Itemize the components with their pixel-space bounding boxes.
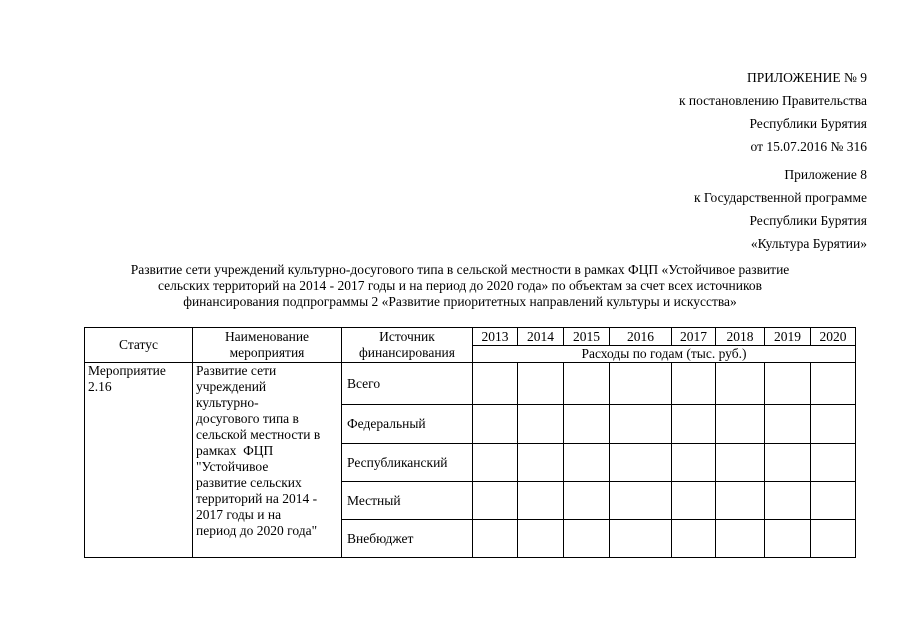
source-cell: Местный	[342, 482, 473, 520]
source-header-line: финансирования	[359, 345, 455, 360]
source-cell: Республиканский	[342, 444, 473, 482]
value-cell	[811, 444, 856, 482]
value-cell	[610, 520, 672, 558]
value-cell	[672, 405, 716, 444]
status-line: 2.16	[88, 379, 112, 394]
value-cell	[672, 444, 716, 482]
measure-name-line: период до 2020 года"	[196, 523, 318, 538]
value-cell	[518, 363, 564, 405]
value-cell	[716, 482, 765, 520]
expenses-header: Расходы по годам (тыс. руб.)	[473, 346, 856, 363]
program-appendix-line: к Государственной программе	[693, 190, 867, 205]
year-header: 2020	[811, 328, 856, 346]
title-line: Развитие сети учреждений культурно-досугового типа в сельской местности в рамках ФЦП «Устойчивое развитие	[130, 262, 790, 277]
source-header	[342, 328, 473, 363]
value-cell	[765, 482, 811, 520]
value-cell	[716, 520, 765, 558]
value-cell	[473, 520, 518, 558]
source-cell: Всего	[342, 363, 473, 405]
program-appendix-number: Приложение 8	[784, 167, 867, 182]
value-cell	[765, 444, 811, 482]
value-cell	[716, 405, 765, 444]
measure-name-cell	[193, 363, 342, 558]
value-cell	[811, 363, 856, 405]
value-cell	[765, 520, 811, 558]
measure-name-line: Развитие сети	[196, 363, 277, 378]
value-cell	[716, 444, 765, 482]
value-cell	[518, 444, 564, 482]
measure-name-line: развитие сельских	[196, 475, 302, 490]
measure-name-line: "Устойчивое	[196, 459, 269, 474]
appendix-number: ПРИЛОЖЕНИЕ № 9	[746, 70, 867, 85]
appendix-date: от 15.07.2016 № 316	[750, 139, 867, 154]
measure-name-line: территорий на 2014 -	[196, 491, 318, 506]
value-cell	[518, 520, 564, 558]
value-cell	[473, 444, 518, 482]
value-cell	[518, 482, 564, 520]
value-cell	[518, 405, 564, 444]
value-cell	[811, 520, 856, 558]
value-cell	[610, 482, 672, 520]
source-cell: Федеральный	[342, 405, 473, 444]
appendix-line: Республики Бурятия	[749, 116, 867, 131]
table-row	[85, 363, 856, 405]
year-header: 2015	[564, 328, 610, 346]
value-cell	[610, 405, 672, 444]
value-cell	[473, 363, 518, 405]
value-cell	[672, 520, 716, 558]
value-cell	[610, 444, 672, 482]
measure-name-line: 2017 годы и на	[196, 507, 282, 522]
source-cell: Внебюджет	[342, 520, 473, 558]
source-header-line: Источник	[379, 329, 435, 344]
value-cell	[564, 482, 610, 520]
value-cell	[672, 363, 716, 405]
value-cell	[672, 482, 716, 520]
appendix-header	[679, 66, 867, 158]
value-cell	[610, 363, 672, 405]
value-cell	[564, 444, 610, 482]
program-appendix-line: Республики Бурятия	[749, 213, 867, 228]
year-header: 2019	[765, 328, 811, 346]
value-cell	[765, 363, 811, 405]
status-cell	[85, 363, 193, 558]
status-line: Мероприятие	[88, 363, 166, 378]
value-cell	[716, 363, 765, 405]
year-header: 2013	[473, 328, 518, 346]
title-line: финансирования подпрограммы 2 «Развитие приоритетных направлений культуры и искусства»	[183, 294, 737, 309]
measure-name-line: учреждений	[196, 379, 267, 394]
value-cell	[564, 363, 610, 405]
value-cell	[564, 520, 610, 558]
header-row	[85, 328, 856, 346]
value-cell	[811, 405, 856, 444]
status-header: Статус	[85, 328, 193, 363]
year-header: 2018	[716, 328, 765, 346]
year-header: 2016	[610, 328, 672, 346]
value-cell	[765, 405, 811, 444]
document-title	[95, 262, 825, 310]
name-header-line: Наименование	[224, 329, 310, 344]
value-cell	[564, 405, 610, 444]
value-cell	[473, 405, 518, 444]
measure-name-line: досугового типа в	[196, 411, 299, 426]
value-cell	[473, 482, 518, 520]
name-header-line: мероприятия	[229, 345, 305, 360]
program-appendix-name: «Культура Бурятии»	[750, 236, 867, 251]
year-header: 2017	[672, 328, 716, 346]
title-line: сельских территорий на 2014 - 2017 годы и на период до 2020 года» по объектам за счет всех источников	[158, 278, 762, 293]
year-header: 2014	[518, 328, 564, 346]
name-header	[193, 328, 342, 363]
measure-name-line: сельской местности в	[196, 427, 321, 442]
measure-name-line: культурно-	[196, 395, 259, 410]
value-cell	[811, 482, 856, 520]
program-appendix-header	[694, 163, 867, 255]
measure-name-line: рамках ФЦП	[196, 443, 274, 458]
financing-table	[84, 327, 856, 558]
appendix-line: к постановлению Правительства	[678, 93, 867, 108]
